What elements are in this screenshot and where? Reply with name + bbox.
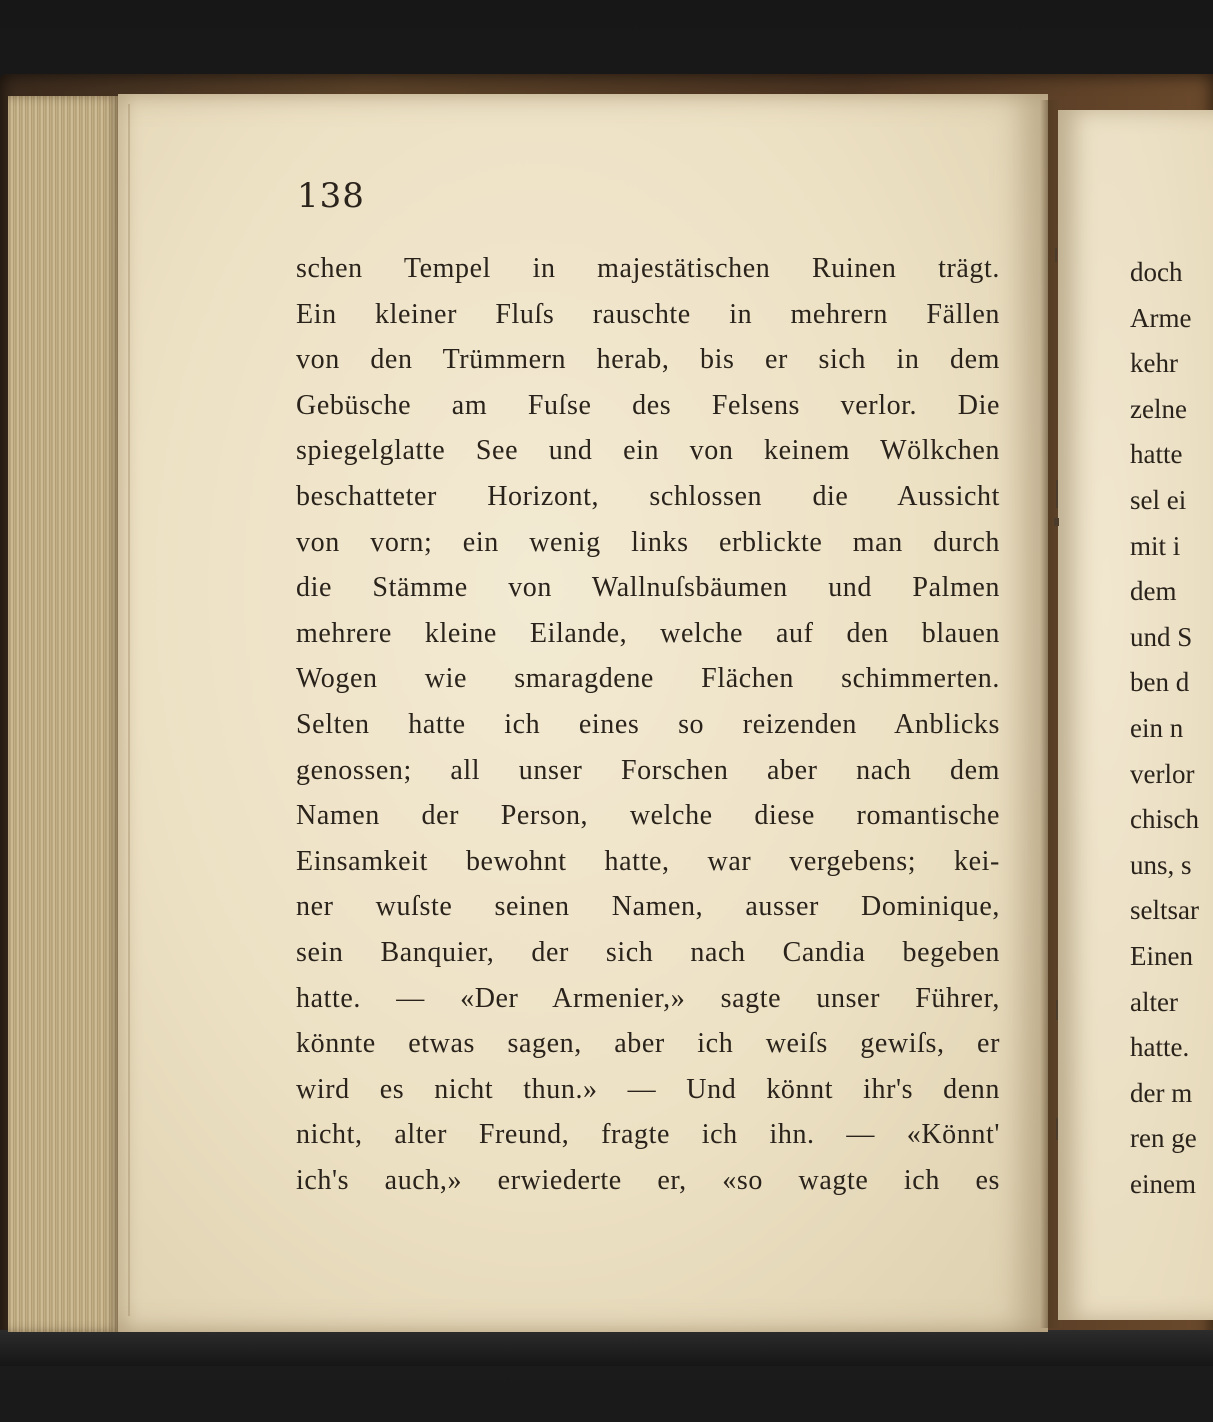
text-line: ren ge	[1130, 1123, 1197, 1154]
text-line: mehrere kleine Eilande, welche auf den blauen	[296, 617, 1000, 649]
text-line: sein Banquier, der sich nach Candia begeben	[296, 936, 1000, 968]
text-line: genossen; all unser Forschen aber nach dem	[296, 754, 1000, 786]
text-line: die Stämme von Wallnuſsbäumen und Palmen	[296, 572, 1000, 604]
text-line: wird es nicht thun.» — Und könnt ihr's denn	[296, 1073, 1000, 1105]
cover-bottom-edge	[0, 1330, 1213, 1366]
text-line: von den Trümmern herab, bis er sich in dem	[296, 344, 1000, 376]
text-line: kehr	[1130, 348, 1178, 379]
text-line: mit i	[1130, 530, 1181, 561]
text-line: hatte. — «Der Armenier,» sagte unser Führer,	[296, 982, 1000, 1014]
text-line: sel ei	[1130, 484, 1187, 515]
gutter-mark	[1056, 1118, 1058, 1140]
text-line: ein n	[1130, 712, 1184, 743]
text-line: uns, s	[1130, 849, 1192, 880]
text-line: schen Tempel in majestätischen Ruinen trägt.	[296, 253, 1000, 284]
text-line: Gebüsche am Fuſse des Felsens verlor. Die	[296, 389, 1000, 421]
gutter-mark	[1056, 1000, 1058, 1020]
text-line: alter	[1130, 986, 1178, 1017]
text-line: verlor	[1130, 758, 1195, 789]
text-line: von vorn; ein wenig links erblickte man durch	[296, 526, 1000, 558]
right-page-text	[1130, 250, 1213, 1207]
gutter-mark	[1056, 480, 1058, 508]
page-stack-edge	[8, 96, 120, 1332]
text-line: Wogen wie smaragdene Flächen schimmerten.	[296, 663, 1000, 695]
gutter-mark	[1055, 248, 1057, 262]
text-line: chisch	[1130, 804, 1199, 835]
page-edge-line	[128, 104, 130, 1316]
text-line: der m	[1130, 1077, 1193, 1108]
text-line: dem	[1130, 576, 1177, 607]
text-line: hatte.	[1130, 1032, 1190, 1063]
text-line: spiegelglatte See und ein von keinem Wölkchen	[296, 435, 1000, 467]
text-line: und S	[1130, 621, 1193, 652]
gutter-mark	[1054, 518, 1059, 526]
text-line: Ein kleiner Fluſs rauschte in mehrern Fällen	[296, 298, 1000, 330]
text-line: Arme	[1130, 302, 1192, 333]
text-line: zelne	[1130, 393, 1187, 424]
text-line: ich's auch,» erwiederte er, «so wagte ich es	[296, 1164, 1000, 1196]
text-line: hatte	[1130, 439, 1183, 470]
text-line: einem	[1130, 1168, 1196, 1199]
text-line: ner wuſste seinen Namen, ausser Dominique,	[296, 891, 1000, 923]
text-line: beschatteter Horizont, schlossen die Aussicht	[296, 480, 1000, 512]
text-line: Namen der Person, welche diese romantische	[296, 800, 1000, 832]
text-line: seltsar	[1130, 895, 1199, 926]
text-line: Selten hatte ich eines so reizenden Anblicks	[296, 708, 1000, 740]
page-number: 138	[297, 176, 365, 216]
left-page-text	[296, 246, 1000, 1203]
text-line: ben d	[1130, 667, 1190, 698]
text-line: nicht, alter Freund, fragte ich ihn. — «Könnt'	[296, 1119, 1000, 1151]
text-line: könnte etwas sagen, aber ich weiſs gewiſs, er	[296, 1028, 1000, 1060]
text-line: doch	[1130, 257, 1183, 287]
text-line: Einsamkeit bewohnt hatte, war vergebens; kei-	[296, 845, 1000, 877]
text-line: Einen	[1130, 940, 1193, 971]
